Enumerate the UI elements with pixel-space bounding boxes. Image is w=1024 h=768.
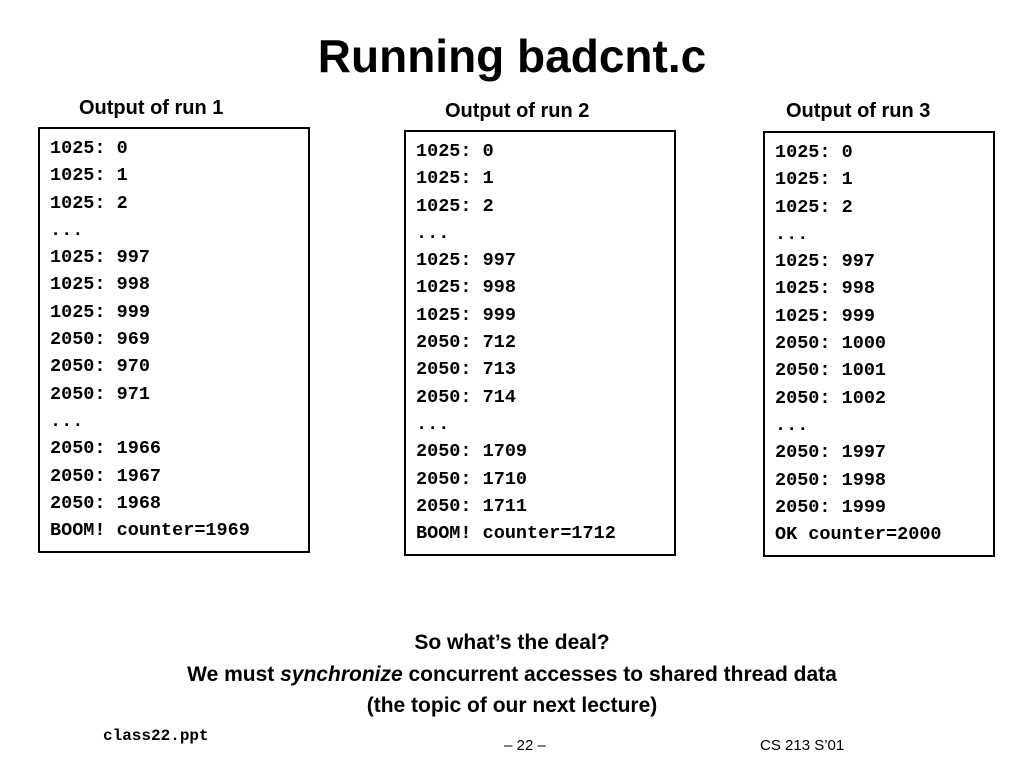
output-line: 1025: 2	[416, 195, 494, 217]
output-line: 1025: 998	[50, 274, 150, 296]
output-line: 2050: 970	[50, 356, 150, 378]
output-line: 2050: 1966	[50, 438, 162, 460]
output-line: 1025: 0	[775, 142, 853, 163]
output-line: 2050: 712	[416, 332, 516, 354]
output-line: 2050: 1710	[416, 468, 528, 490]
output-line: ...	[50, 219, 84, 241]
output-line: 1025: 998	[416, 277, 516, 299]
output-line: 1025: 1	[416, 168, 494, 190]
output-line: 1025: 1	[775, 169, 853, 191]
output-line: 2050: 1002	[775, 387, 887, 409]
run-2-label: Output of run 2	[445, 100, 590, 122]
conclusion-emphasis: synchronize	[280, 663, 403, 686]
output-line: BOOM! counter=1969	[50, 520, 250, 542]
output-line: 1025: 997	[775, 251, 875, 273]
output-line: 1025: 1	[50, 165, 128, 187]
output-line: 2050: 1711	[416, 495, 528, 517]
conclusion-note: (the topic of our next lecture)	[366, 694, 658, 717]
output-line: 2050: 714	[416, 386, 516, 408]
footer-course: CS 213 S’01	[760, 737, 845, 754]
conclusion-statement	[0, 659, 1024, 691]
output-line: ...	[775, 223, 809, 245]
output-line: 1025: 998	[775, 278, 875, 300]
run-3-label: Output of run 3	[786, 100, 931, 122]
conclusion-statement-start: We must	[187, 663, 281, 686]
output-line: 2050: 1998	[775, 469, 887, 491]
output-line: ...	[416, 222, 450, 244]
conclusion-statement-end: concurrent accesses to shared thread data	[402, 663, 837, 686]
slide-title: Running badcnt.c	[317, 30, 707, 82]
output-line: 1025: 0	[50, 138, 128, 159]
output-line: 2050: 1001	[775, 360, 887, 382]
run-1-label: Output of run 1	[79, 97, 224, 119]
output-line: ...	[416, 413, 450, 435]
output-line: 1025: 2	[775, 196, 853, 218]
output-line: 2050: 713	[416, 359, 516, 381]
output-line: OK counter=2000	[775, 524, 942, 546]
output-line: 1025: 2	[50, 192, 128, 214]
footer-page-number: – 22 –	[504, 737, 546, 754]
output-line: 2050: 1000	[775, 333, 887, 355]
output-line: 1025: 0	[416, 141, 494, 162]
conclusion-question: So what’s the deal?	[414, 631, 610, 654]
footer-filename: class22.ppt	[103, 727, 209, 745]
output-line: 1025: 999	[775, 305, 875, 327]
output-line: 2050: 971	[50, 383, 150, 405]
output-line: 2050: 1967	[50, 465, 162, 487]
output-line: 2050: 969	[50, 329, 150, 351]
output-line: 1025: 997	[416, 250, 516, 272]
output-line: 2050: 1709	[416, 441, 528, 463]
output-line: 1025: 999	[416, 304, 516, 326]
run-2-output-box	[404, 130, 676, 556]
output-line: BOOM! counter=1712	[416, 523, 616, 545]
output-line: 2050: 1999	[775, 496, 887, 518]
run-3-output-box	[763, 131, 995, 557]
output-line: 1025: 997	[50, 247, 150, 269]
output-line: ...	[775, 414, 809, 436]
output-line: ...	[50, 410, 84, 432]
run-1-output-box	[38, 127, 310, 553]
output-line: 2050: 1968	[50, 492, 162, 514]
output-line: 2050: 1997	[775, 442, 887, 464]
output-line: 1025: 999	[50, 301, 150, 323]
